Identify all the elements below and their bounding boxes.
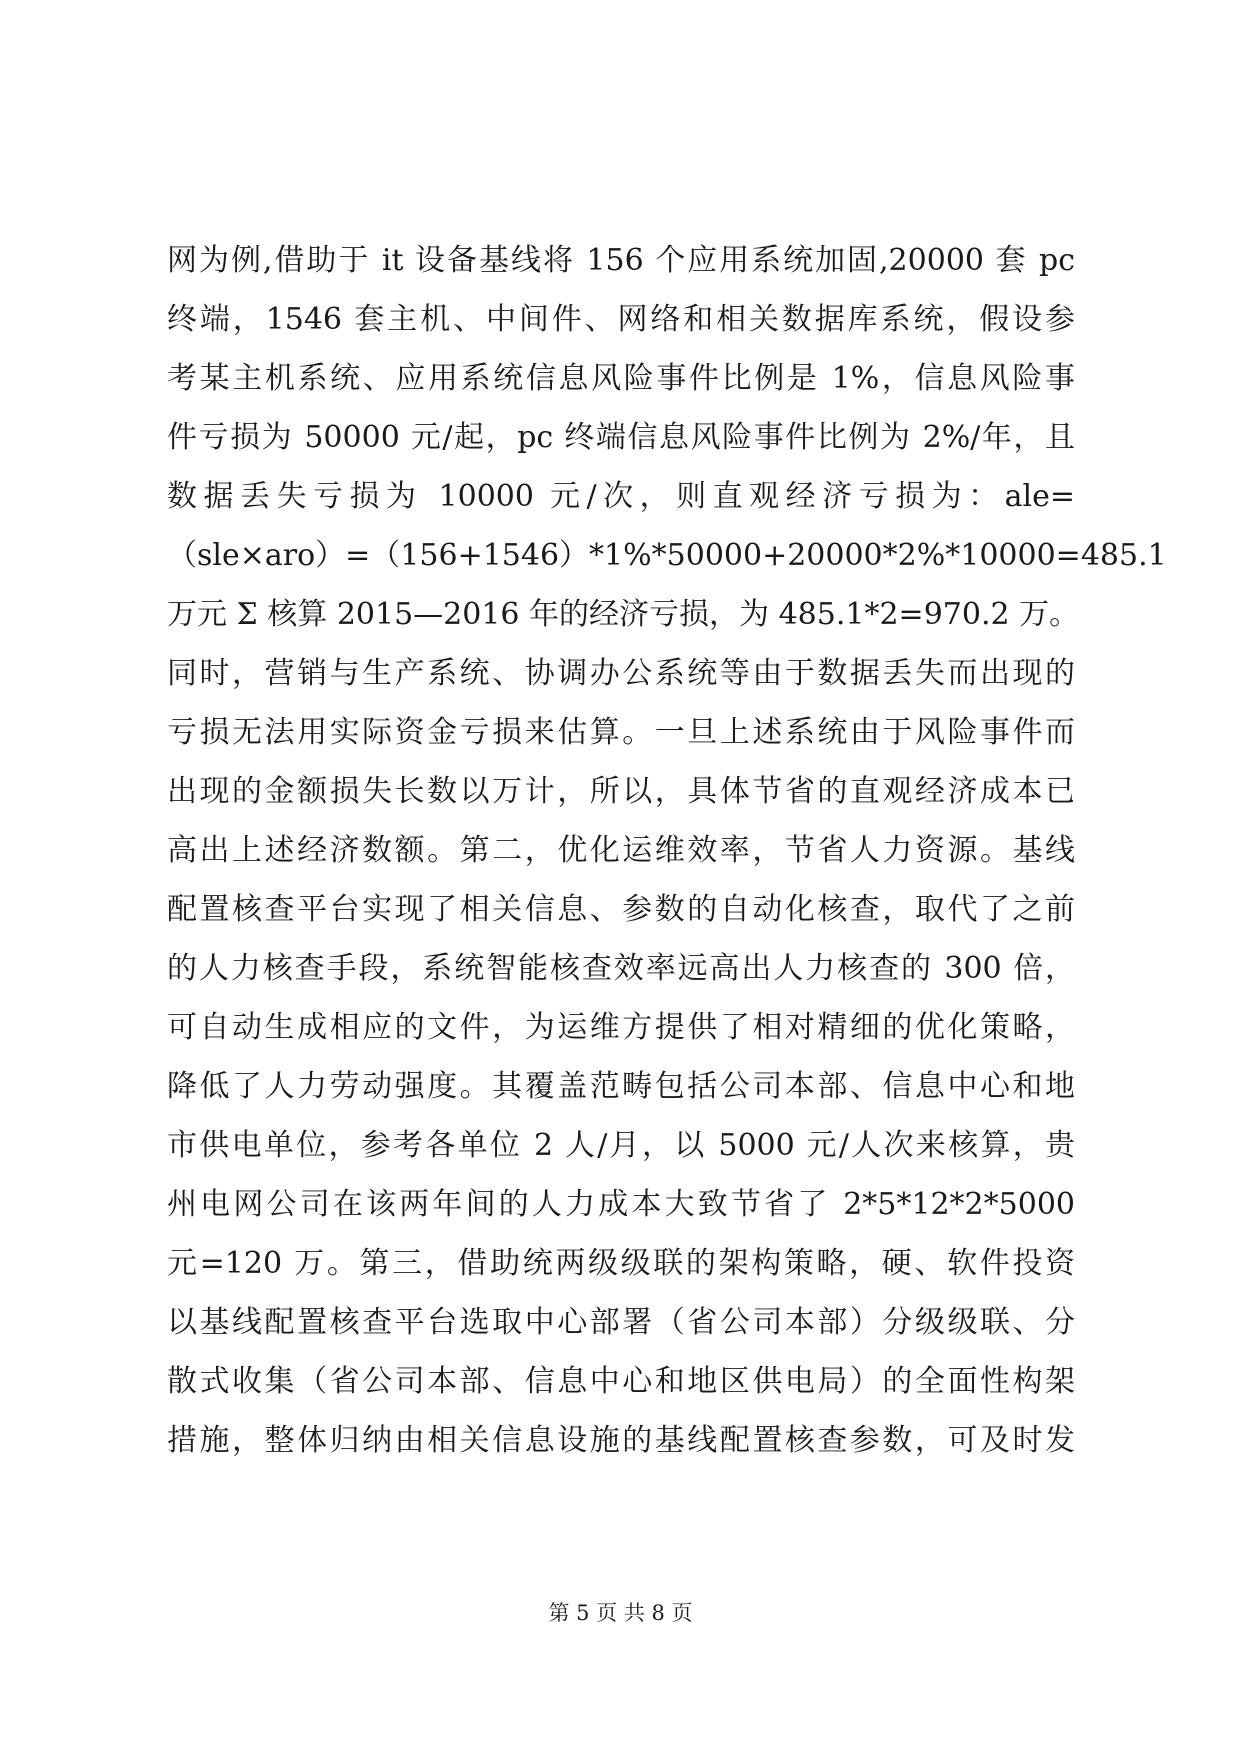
text-line: 州电网公司在该两年间的人力成本大致节省了 2*5*12*2*5000	[167, 1187, 1075, 1222]
text-line: 降低了人力劳动强度。其覆盖范畴包括公司本部、信息中心和地	[167, 1069, 1075, 1104]
text-line: 的人力核查手段，系统智能核查效率远高出人力核查的 300 倍，	[167, 951, 1075, 986]
text-line: 万元 Σ 核算 2015—2016 年的经济亏损，为 485.1*2=970.2 万。	[167, 597, 1080, 632]
text-line: 数据丢失亏损为 10000 元/次，则直观经济亏损为：ale=	[167, 479, 1075, 514]
text-line: 亏损无法用实际资金亏损来估算。一旦上述系统由于风险事件而	[167, 715, 1075, 750]
text-line: 市供电单位，参考各单位 2 人/月，以 5000 元/人次来核算，贵	[167, 1128, 1075, 1163]
body-text	[167, 231, 1167, 1470]
text-line: 散式收集（省公司本部、信息中心和地区供电局）的全面性构架	[167, 1364, 1075, 1399]
text-line: 同时，营销与生产系统、协调办公系统等由于数据丢失而出现的	[167, 656, 1075, 691]
text-line: 可自动生成相应的文件，为运维方提供了相对精细的优化策略，	[167, 1010, 1075, 1045]
page-footer	[0, 1598, 1241, 1628]
text-line: 元=120 万。第三，借助统两级级联的架构策略，硬、软件投资	[167, 1246, 1075, 1281]
text-line: 以基线配置核查平台选取中心部署（省公司本部）分级级联、分	[167, 1305, 1075, 1340]
text-line: 高出上述经济数额。第二，优化运维效率，节省人力资源。基线	[167, 833, 1075, 868]
text-line: 终端，1546 套主机、中间件、网络和相关数据库系统，假设参	[167, 302, 1075, 337]
text-line: 件亏损为 50000 元/起，pc 终端信息风险事件比例为 2%/年，且	[167, 420, 1075, 455]
text-line: 出现的金额损失长数以万计，所以，具体节省的直观经济成本已	[167, 774, 1075, 809]
text-line: 考某主机系统、应用系统信息风险事件比例是 1%，信息风险事	[167, 361, 1075, 396]
text-line: （sle×aro）=（156+1546）*1%*50000+20000*2%*10000=485.1	[167, 538, 1167, 573]
text-line: 配置核查平台实现了相关信息、参数的自动化核查，取代了之前	[167, 892, 1075, 927]
text-line: 措施，整体归纳由相关信息设施的基线配置核查参数，可及时发	[167, 1423, 1075, 1458]
page-number: 第 5 页 共 8 页	[548, 1601, 693, 1625]
text-line: 网为例,借助于 it 设备基线将 156 个应用系统加固,20000 套 pc	[167, 243, 1075, 278]
